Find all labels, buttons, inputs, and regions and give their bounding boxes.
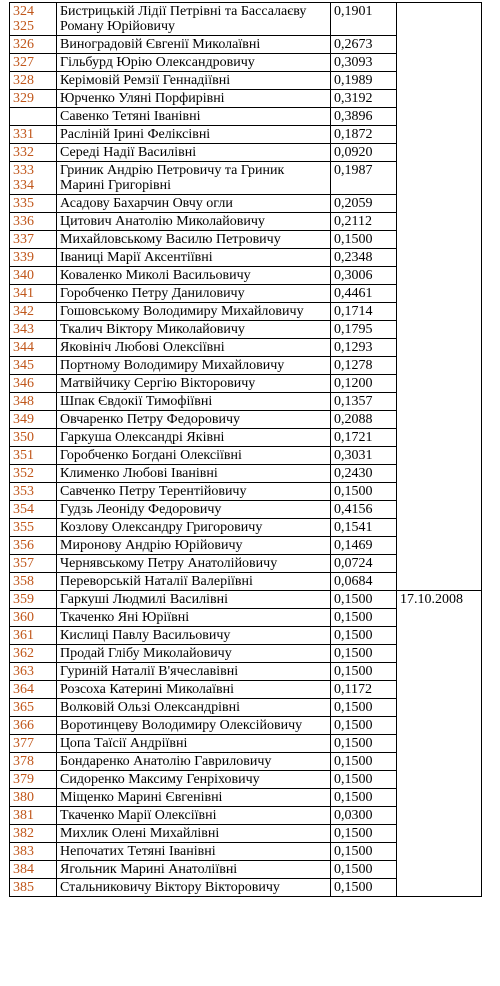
land-allocation-table (9, 2, 482, 897)
row-number-cell (10, 753, 57, 771)
area-cell: 0,0300 (331, 807, 397, 825)
row-number: 333 (13, 163, 34, 178)
row-number: 360 (13, 610, 34, 625)
row-number-cell (10, 771, 57, 789)
area-cell: 0,1357 (331, 393, 397, 411)
area-cell: 0,4461 (331, 285, 397, 303)
row-number-cell (10, 591, 57, 609)
area-cell: 0,1541 (331, 519, 397, 537)
owner-name-cell: Козлову Олександру Григоровичу (57, 519, 331, 537)
owner-name-cell: Кислиці Павлу Васильовичу (57, 627, 331, 645)
owner-name-cell: Ткаченко Марії Олексіївні (57, 807, 331, 825)
row-number: 383 (13, 844, 34, 859)
row-number-cell (10, 681, 57, 699)
area-cell: 0,2430 (331, 465, 397, 483)
row-number: 361 (13, 628, 34, 643)
row-number-cell (10, 645, 57, 663)
table-body (10, 3, 482, 897)
owner-name-cell: Савченко Петру Терентійовичу (57, 483, 331, 501)
area-cell: 0,1500 (331, 879, 397, 897)
row-number: 355 (13, 520, 34, 535)
row-number: 343 (13, 322, 34, 337)
row-number: 358 (13, 574, 34, 589)
table-row (10, 591, 482, 609)
area-cell: 0,2088 (331, 411, 397, 429)
row-number-cell (10, 555, 57, 573)
owner-name-cell: Гуриній Наталії В'ячеславівні (57, 663, 331, 681)
row-number-cell (10, 717, 57, 735)
row-number-cell (10, 825, 57, 843)
row-number: 362 (13, 646, 34, 661)
area-cell: 0,1987 (331, 162, 397, 195)
row-number: 377 (13, 736, 34, 751)
row-number-cell (10, 108, 57, 126)
row-number: 378 (13, 754, 34, 769)
row-number: 351 (13, 448, 34, 463)
row-number: 352 (13, 466, 34, 481)
row-number: 340 (13, 268, 34, 283)
row-number: 384 (13, 862, 34, 877)
row-number: 334 (13, 178, 34, 193)
area-cell: 0,1500 (331, 735, 397, 753)
area-cell: 0,0684 (331, 573, 397, 591)
area-cell: 0,1469 (331, 537, 397, 555)
row-number: 336 (13, 214, 34, 229)
area-cell: 0,1721 (331, 429, 397, 447)
owner-name-cell: Ягольник Марині Анатоліївні (57, 861, 331, 879)
row-number-cell (10, 789, 57, 807)
area-cell: 0,0920 (331, 144, 397, 162)
area-cell: 0,1500 (331, 771, 397, 789)
row-number: 364 (13, 682, 34, 697)
area-cell: 0,4156 (331, 501, 397, 519)
row-number: 380 (13, 790, 34, 805)
row-number: 385 (13, 880, 34, 895)
row-number: 339 (13, 250, 34, 265)
area-cell: 0,1795 (331, 321, 397, 339)
row-number: 356 (13, 538, 34, 553)
area-cell: 0,2059 (331, 195, 397, 213)
owner-name-cell: Цопа Таїсії Андріївні (57, 735, 331, 753)
area-cell: 0,3006 (331, 267, 397, 285)
owner-name-cell: Овчаренко Петру Федоровичу (57, 411, 331, 429)
area-cell: 0,2348 (331, 249, 397, 267)
row-number: 348 (13, 394, 34, 409)
area-cell: 0,1500 (331, 699, 397, 717)
row-number-cell (10, 231, 57, 249)
row-number-cell (10, 321, 57, 339)
row-number-cell (10, 249, 57, 267)
area-cell: 0,3896 (331, 108, 397, 126)
owner-name-cell: Іваниці Марії Аксентіївні (57, 249, 331, 267)
owner-name-cell: Гриник Андрію Петровичу та Гриник Марині Григорівні (57, 162, 331, 195)
row-number-cell (10, 213, 57, 231)
date-cell: 17.10.2008 (397, 591, 482, 897)
owner-name-cell: Михлик Олені Михайлівні (57, 825, 331, 843)
area-cell: 0,1500 (331, 591, 397, 609)
row-number-cell (10, 501, 57, 519)
row-number: 379 (13, 772, 34, 787)
owner-name-cell: Гошовському Володимиру Михайловичу (57, 303, 331, 321)
area-cell: 0,1500 (331, 645, 397, 663)
row-number-cell (10, 90, 57, 108)
area-cell: 0,1278 (331, 357, 397, 375)
row-number-cell (10, 303, 57, 321)
area-cell: 0,0724 (331, 555, 397, 573)
owner-name-cell: Переворській Наталії Валеріївні (57, 573, 331, 591)
area-cell: 0,1714 (331, 303, 397, 321)
row-number: 326 (13, 37, 34, 52)
area-cell: 0,1172 (331, 681, 397, 699)
area-cell: 0,1872 (331, 126, 397, 144)
owner-name-cell: Клименко Любові Іванівні (57, 465, 331, 483)
row-number-cell (10, 429, 57, 447)
row-number-cell (10, 339, 57, 357)
row-number-cell (10, 144, 57, 162)
owner-name-cell: Матвійчику Сергію Вікторовичу (57, 375, 331, 393)
owner-name-cell: Яковініч Любові Олексіївні (57, 339, 331, 357)
owner-name-cell: Стальниковичу Віктору Вікторовичу (57, 879, 331, 897)
owner-name-cell: Продай Глібу Миколайовичу (57, 645, 331, 663)
owner-name-cell: Непочатих Тетяні Іванівні (57, 843, 331, 861)
owner-name-cell: Гаркуша Олександрі Яківні (57, 429, 331, 447)
area-cell: 0,3031 (331, 447, 397, 465)
owner-name-cell: Гаркуші Людмилі Василівні (57, 591, 331, 609)
row-number: 329 (13, 91, 34, 106)
row-number-cell (10, 879, 57, 897)
area-cell: 0,1500 (331, 825, 397, 843)
owner-name-cell: Бистрицькій Лідії Петрівні та Бассалаєву Роману Юрійовичу (57, 3, 331, 36)
row-number-cell (10, 735, 57, 753)
area-cell: 0,3093 (331, 54, 397, 72)
row-number-cell (10, 609, 57, 627)
row-number-cell (10, 447, 57, 465)
row-number: 346 (13, 376, 34, 391)
row-number-cell (10, 126, 57, 144)
owner-name-cell: Розсоха Катерині Миколаївні (57, 681, 331, 699)
row-number-cell (10, 411, 57, 429)
row-number-cell (10, 162, 57, 195)
owner-name-cell: Цитович Анатолію Миколайовичу (57, 213, 331, 231)
row-number-cell (10, 375, 57, 393)
area-cell: 0,2112 (331, 213, 397, 231)
row-number-cell (10, 357, 57, 375)
row-number: 327 (13, 55, 34, 70)
row-number-cell (10, 465, 57, 483)
owner-name-cell: Воротинцеву Володимиру Олексійовичу (57, 717, 331, 735)
owner-name-cell: Михайловському Василю Петровичу (57, 231, 331, 249)
area-cell: 0,1500 (331, 843, 397, 861)
owner-name-cell: Миронову Андрію Юрійовичу (57, 537, 331, 555)
row-number-cell (10, 663, 57, 681)
row-number: 354 (13, 502, 34, 517)
owner-name-cell: Асадову Бахарчин Овчу огли (57, 195, 331, 213)
table-row (10, 3, 482, 36)
row-number-cell (10, 537, 57, 555)
area-cell: 0,1293 (331, 339, 397, 357)
row-number: 382 (13, 826, 34, 841)
row-number-cell (10, 267, 57, 285)
owner-name-cell: Расліній Ірині Феліксівні (57, 126, 331, 144)
row-number-cell (10, 72, 57, 90)
area-cell: 0,1500 (331, 609, 397, 627)
owner-name-cell: Гільбурд Юрію Олександровичу (57, 54, 331, 72)
owner-name-cell: Коваленко Миколі Васильовичу (57, 267, 331, 285)
row-number-cell (10, 3, 57, 36)
owner-name-cell: Шпак Євдокії Тимофіївні (57, 393, 331, 411)
row-number: 350 (13, 430, 34, 445)
owner-name-cell: Портному Володимиру Михайловичу (57, 357, 331, 375)
row-number: 357 (13, 556, 34, 571)
row-number-cell (10, 285, 57, 303)
row-number-cell (10, 843, 57, 861)
row-number: 359 (13, 592, 34, 607)
row-number-cell (10, 36, 57, 54)
owner-name-cell: Волковій Ользі Олександрівні (57, 699, 331, 717)
area-cell: 0,2673 (331, 36, 397, 54)
owner-name-cell: Горобченко Петру Даниловичу (57, 285, 331, 303)
row-number-cell (10, 393, 57, 411)
owner-name-cell: Юрченко Уляні Порфирівні (57, 90, 331, 108)
row-number: 353 (13, 484, 34, 499)
row-number: 325 (13, 19, 34, 34)
area-cell: 0,1500 (331, 717, 397, 735)
area-cell: 0,3192 (331, 90, 397, 108)
row-number: 381 (13, 808, 34, 823)
row-number-cell (10, 861, 57, 879)
row-number-cell (10, 483, 57, 501)
row-number: 363 (13, 664, 34, 679)
row-number: 328 (13, 73, 34, 88)
row-number-cell (10, 519, 57, 537)
row-number-cell (10, 627, 57, 645)
row-number: 324 (13, 4, 34, 19)
owner-name-cell: Виноградовій Євгенії Миколаївні (57, 36, 331, 54)
owner-name-cell: Чернявському Петру Анатолійовичу (57, 555, 331, 573)
row-number: 341 (13, 286, 34, 301)
row-number: 342 (13, 304, 34, 319)
area-cell: 0,1500 (331, 789, 397, 807)
area-cell: 0,1901 (331, 3, 397, 36)
area-cell: 0,1500 (331, 861, 397, 879)
area-cell: 0,1500 (331, 753, 397, 771)
owner-name-cell: Середі Надії Василівні (57, 144, 331, 162)
row-number: 332 (13, 145, 34, 160)
owner-name-cell: Бондаренко Анатолію Гавриловичу (57, 753, 331, 771)
row-number: 331 (13, 127, 34, 142)
row-number: 349 (13, 412, 34, 427)
row-number: 366 (13, 718, 34, 733)
row-number-cell (10, 699, 57, 717)
date-cell (397, 3, 482, 591)
area-cell: 0,1500 (331, 627, 397, 645)
row-number-cell (10, 807, 57, 825)
row-number: 337 (13, 232, 34, 247)
owner-name-cell: Савенко Тетяні Іванівні (57, 108, 331, 126)
area-cell: 0,1200 (331, 375, 397, 393)
owner-name-cell: Сидоренко Максиму Генріховичу (57, 771, 331, 789)
owner-name-cell: Ткаченко Яні Юріївні (57, 609, 331, 627)
area-cell: 0,1500 (331, 483, 397, 501)
area-cell: 0,1500 (331, 663, 397, 681)
row-number-cell (10, 54, 57, 72)
row-number-cell (10, 195, 57, 213)
row-number: 335 (13, 196, 34, 211)
owner-name-cell: Горобченко Богдані Олексіївні (57, 447, 331, 465)
row-number: 345 (13, 358, 34, 373)
owner-name-cell: Міщенко Марині Євгенівні (57, 789, 331, 807)
row-number: 365 (13, 700, 34, 715)
owner-name-cell: Ткалич Віктору Миколайовичу (57, 321, 331, 339)
row-number: 344 (13, 340, 34, 355)
area-cell: 0,1500 (331, 231, 397, 249)
area-cell: 0,1989 (331, 72, 397, 90)
owner-name-cell: Керімовій Ремзії Геннадіївні (57, 72, 331, 90)
row-number-cell (10, 573, 57, 591)
owner-name-cell: Гудзь Леоніду Федоровичу (57, 501, 331, 519)
